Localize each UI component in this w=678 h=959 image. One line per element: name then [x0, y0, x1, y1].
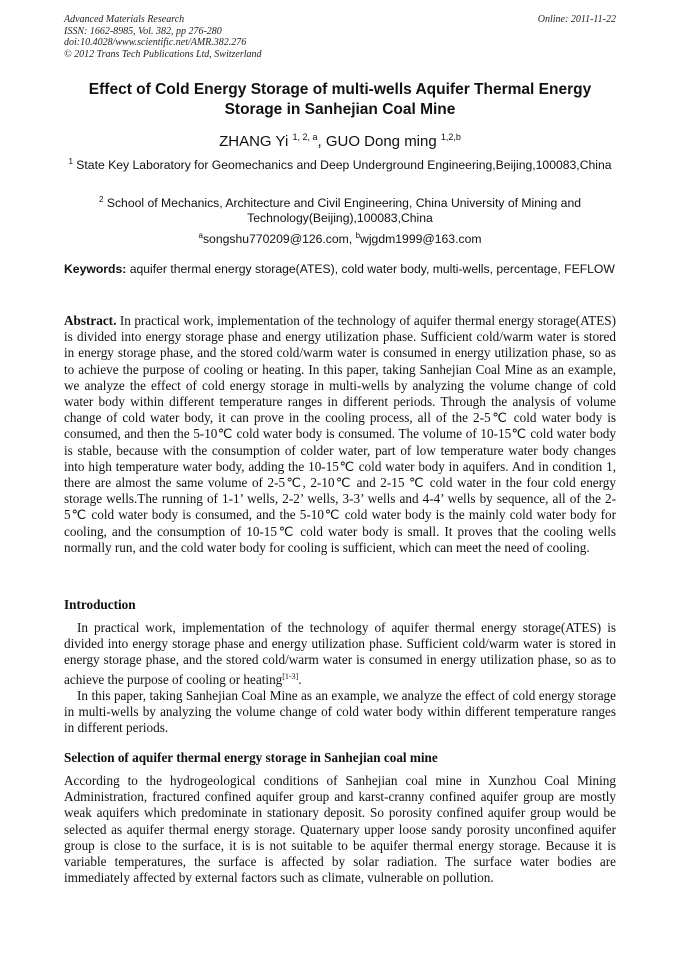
introduction-paragraph-1	[64, 620, 616, 688]
affiliation-1-text: State Key Laboratory for Geomechanics and Deep Underground Engineering,Beijing,100083,China	[76, 158, 612, 172]
introduction-paragraph-1-text: In practical work, implementation of the technology of aquifer thermal energy storage(ATES) is divided into energy storage phase and energy utilization phase. Sufficient cold/warm water is stored in energy storage phase, and the stored cold/warm water is consumed in energy utilization phase, so as to achieve the purpose of cooling or heating	[64, 620, 616, 687]
introduction-paragraph-1-end: .	[298, 671, 302, 687]
author-2-affiliation-mark: 1,2,b	[440, 132, 461, 142]
journal-name: Advanced Materials Research	[64, 14, 185, 25]
affiliation-2-mark: 2	[98, 195, 104, 204]
email-b-mark: b	[355, 231, 361, 240]
author-separator: ,	[317, 133, 322, 150]
author-line	[64, 128, 616, 151]
issn-line: ISSN: 1662-8985, Vol. 382, pp 276-280	[64, 25, 222, 37]
copyright-line: © 2012 Trans Tech Publications Ltd, Switzerland	[64, 48, 262, 60]
keywords-block	[64, 262, 616, 277]
introduction-paragraph-2: In this paper, taking Sanhejian Coal Mine as an example, we analyze the effect of cold energy storage in multi-wells by analyzing the volume change of cold water body within different temperature ranges in different periods.	[64, 687, 616, 736]
paper-title: Effect of Cold Energy Storage of multi-wells Aquifer Thermal Energy Storage in Sanhejian Coal Mine	[88, 81, 592, 118]
online-date: Online: 2011-11-22	[537, 14, 616, 25]
affiliation-1-mark: 1	[68, 157, 73, 166]
keywords-text: aquifer thermal energy storage(ATES), cold water body, multi-wells, percentage, FEFLOW	[129, 262, 615, 276]
introduction-heading: Introduction	[64, 597, 136, 612]
author-1-name: ZHANG Yi	[219, 133, 289, 150]
keywords-label: Keywords:	[64, 262, 127, 276]
journal-header	[64, 14, 616, 60]
selection-body: According to the hydrogeological conditions of Sanhejian coal mine in Xunzhou Coal Mining Administration, fractured confined aquifer group and karst-cranny confined aquifer group are mostly weak aquifers which predominate in stationary deposit. So porosity confined aquifer group would be selected as aquifer thermal energy storage. Quaternary upper loose sandy porosity unconfined aquifer group is close to the surface, it is is not suitable to be aquifer thermal energy storage. Because it is variable temperatures, the surface is affected by solar radiation. The surface water bodies are immediately affected by external factors such as climate, vulnerable on pollution.	[64, 773, 616, 886]
abstract-block	[64, 313, 616, 556]
affiliation-2	[64, 192, 616, 226]
email-a: songshu770209@126.com,	[202, 232, 353, 246]
doi-line: doi:10.4028/www.scientific.net/AMR.382.276	[64, 37, 247, 48]
abstract-label: Abstract.	[64, 313, 117, 328]
email-a-mark: a	[198, 231, 203, 240]
author-1-affiliation-mark: 1, 2, a	[292, 132, 318, 142]
citation-reference: [1-3]	[282, 671, 299, 681]
introduction-body	[64, 620, 616, 736]
email-b: wjgdm1999@163.com	[360, 232, 482, 246]
author-2-name: GUO Dong ming	[325, 133, 437, 150]
abstract-text: In practical work, implementation of the technology of aquifer thermal energy storage(ATES) is divided into energy storage phase and energy utilization phase. Sufficient cold/warm water is stored in energy storage phase, and the stored cold/warm water is consumed in energy utilization phase, so as to achieve the purpose of cooling or heating. In this paper, taking Sanhejian Coal Mine as an example, we analyze the effect of cold energy storage in multi-wells by analyzing the volume change of cold water body within different temperature ranges in different periods. Through the analysis of volume change of cold water body, it can prove in the cooling process, all of the 2-5℃ cold water body is consumed, and then the 5-10℃ cold water body is consumed. The volume of 10-15℃ cold water body is stable, because with the consumption of colder water, part of low temperature water body changes into high temperature water body, adding the 10-15℃ cold water body in aquifers. And in condition 1, there are almost the same volume of 2-5℃, 2-10℃ and 2-15 ℃ cold water in the four cold energy storage wells.The running of 1-1’ wells, 2-2’ wells, 3-3’ wells and 4-4’ wells by sequence, all of the 2-5℃ cold water body is consumed, and the 5-10℃ cold water body is the mainly cold water body for cooling, and the consumption of 10-15℃ cold water body is small. It proves that the cooling wells normally run, and the cold water body for cooling is sufficient, which can meet the need of cooling.	[64, 313, 616, 555]
author-emails	[64, 228, 616, 247]
affiliation-2-text: School of Mechanics, Architecture and Civil Engineering, China University of Mining and Technology(Beijing),100083,China	[106, 196, 582, 225]
affiliation-1	[64, 154, 616, 173]
selection-heading: Selection of aquifer thermal energy storage in Sanhejian coal mine	[64, 750, 438, 765]
